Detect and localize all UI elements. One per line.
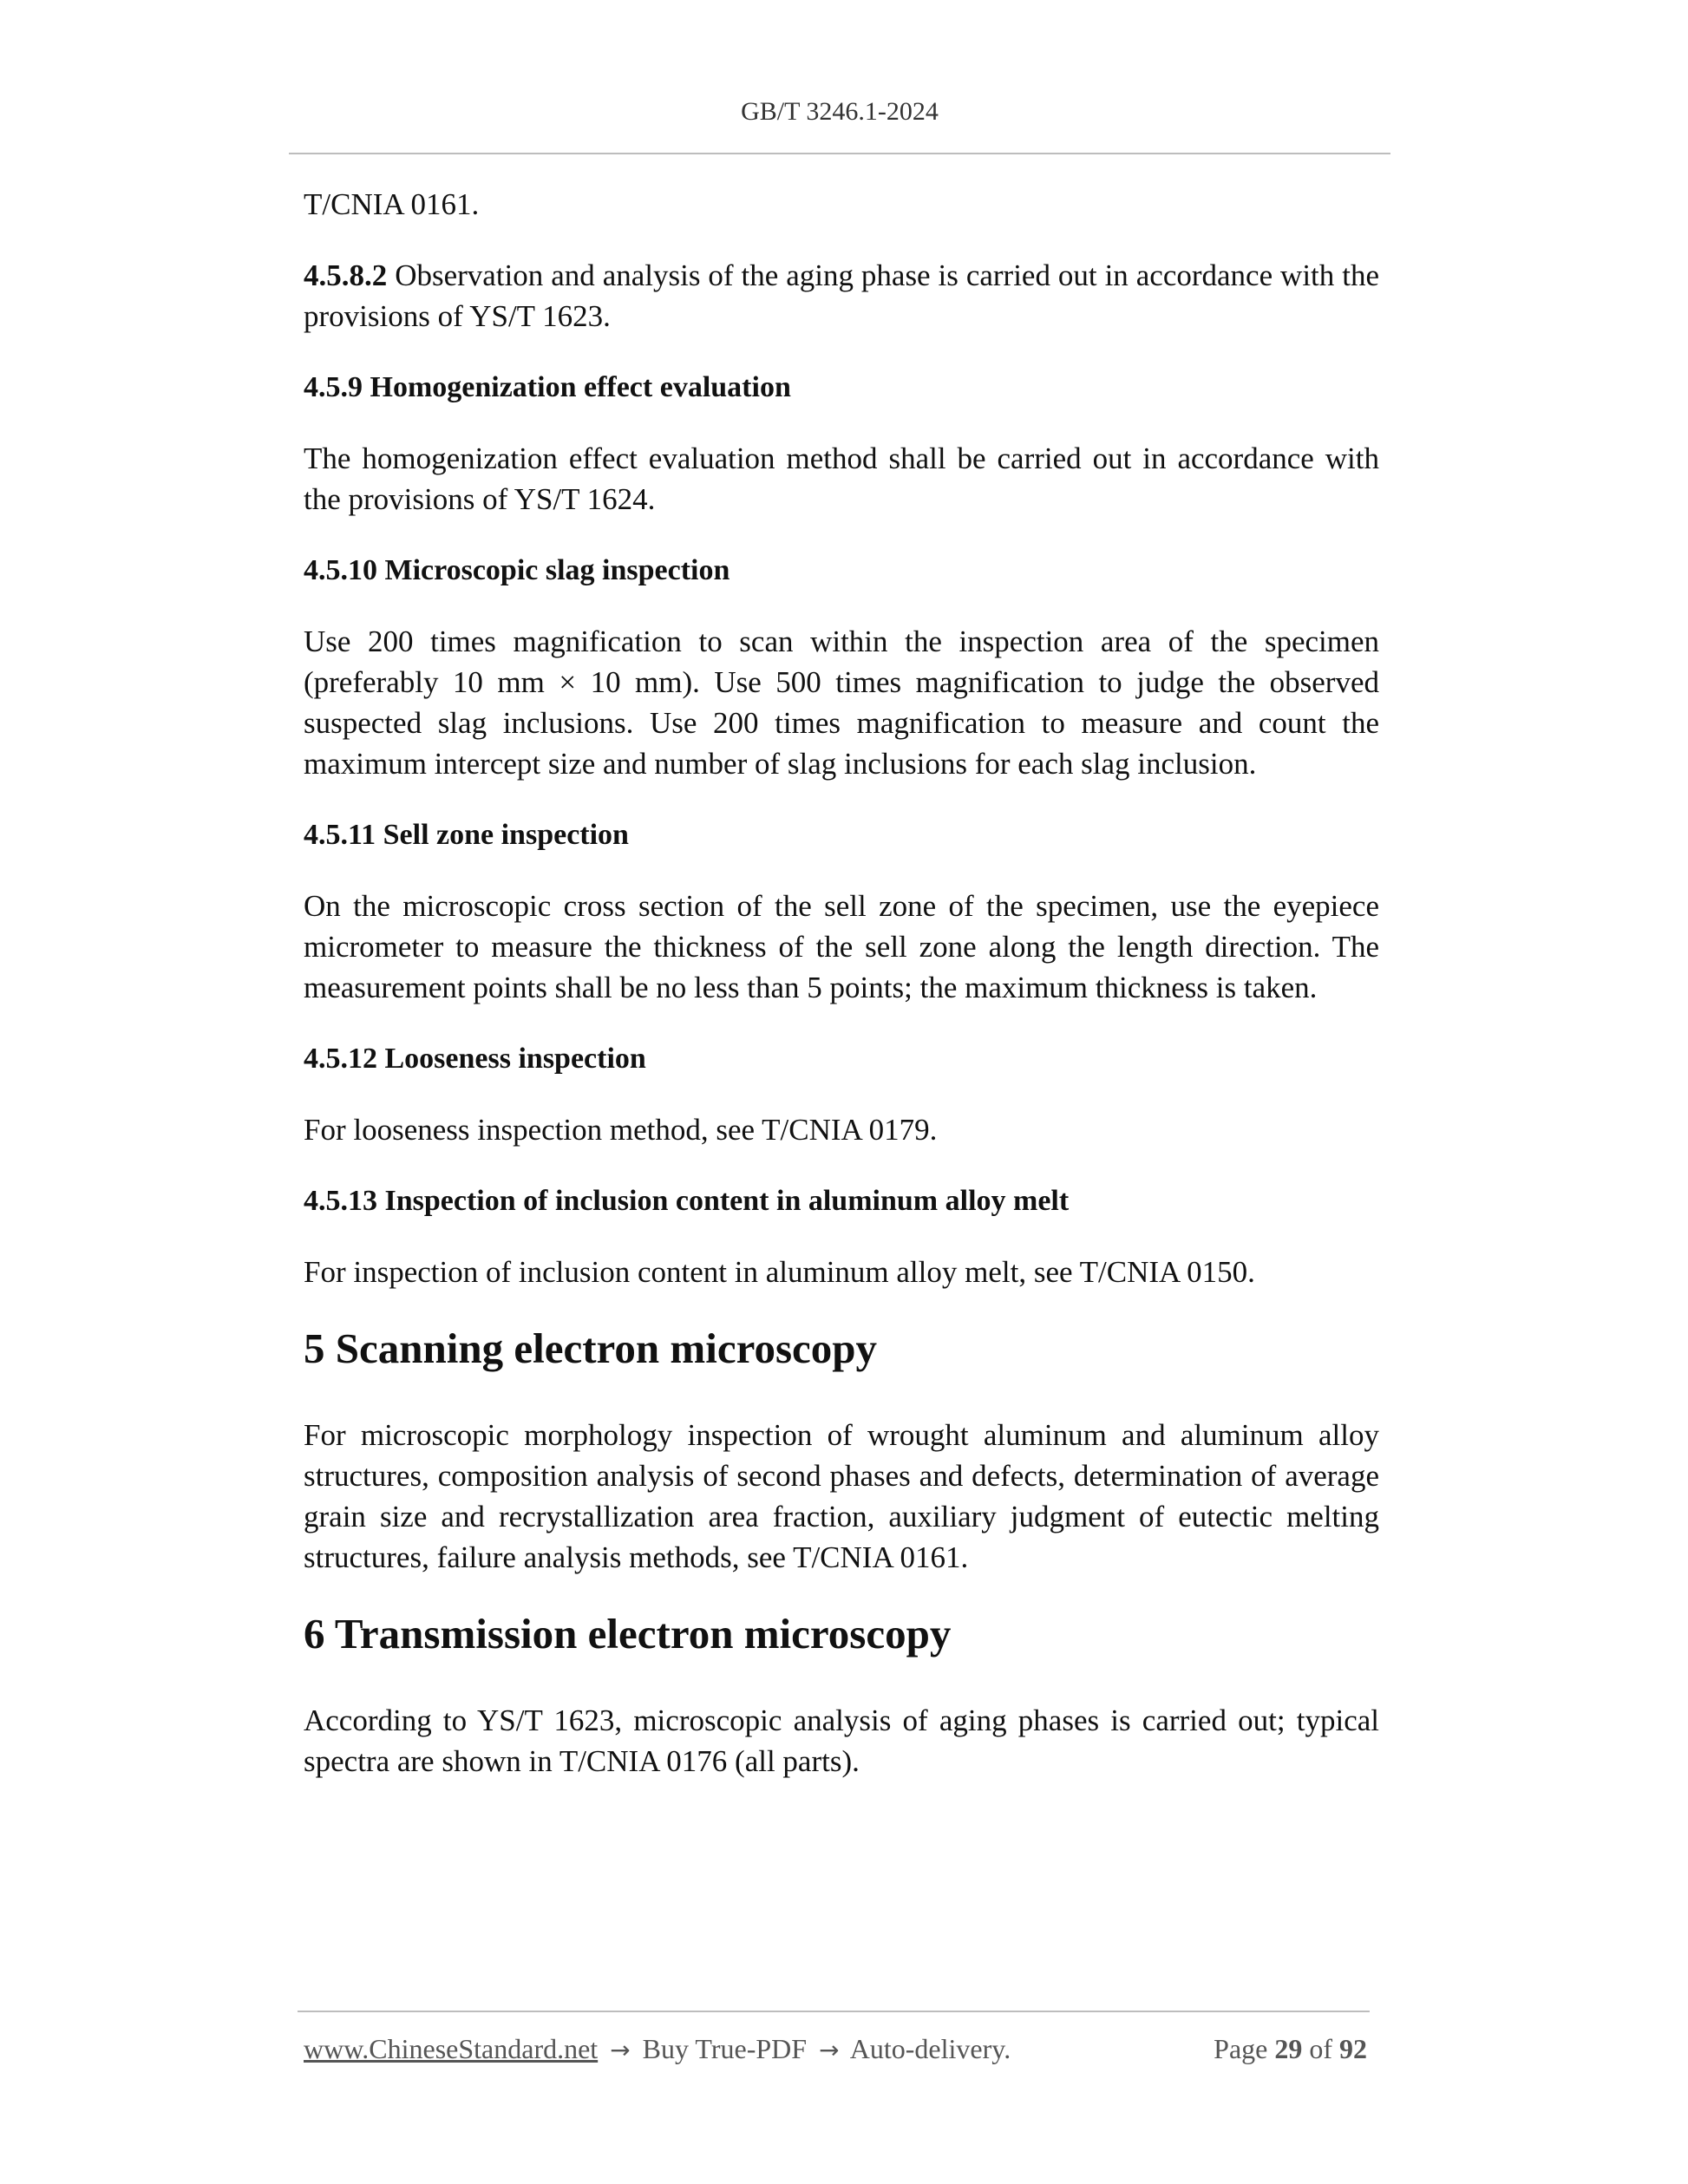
paragraph-4-5-10: Use 200 times magnification to scan within the inspection area of the specimen (preferably 10 mm × 10 mm). Use 500 times magnification to judge the observed suspected slag inclusions. Use 200 times magnification to measure and count the maximum intercept size and number of slag inclusions for each slag inclusion. (304, 624, 1379, 781)
heading-4-5-9: 4.5.9 Homogenization effect evaluation (304, 371, 791, 403)
paragraph-4-5-13: For inspection of inclusion content in aluminum alloy melt, see T/CNIA 0150. (304, 1255, 1255, 1289)
heading-section-5: 5 Scanning electron microscopy (304, 1324, 878, 1372)
site-link[interactable]: www.ChineseStandard.net (304, 2033, 599, 2064)
clause-4-5-8-2 (304, 255, 1379, 337)
of-label: of (1309, 2033, 1332, 2064)
page-indicator (1214, 2033, 1367, 2065)
paragraph-section-6: According to YS/T 1623, microscopic analysis of aging phases is carried out; typical spectra are shown in T/CNIA 0176 (all parts). (304, 1703, 1379, 1778)
footer-divider (298, 2011, 1370, 2012)
paragraph-4-5-12: For looseness inspection method, see T/CNIA 0179. (304, 1113, 938, 1147)
heading-4-5-13: 4.5.13 Inspection of inclusion content in aluminum alloy melt (304, 1185, 1070, 1217)
footer-promo (304, 2033, 1011, 2065)
delivery-text: Auto-delivery. (849, 2033, 1011, 2064)
paragraph-4-5-9: The homogenization effect evaluation method shall be carried out in accordance with the provisions of YS/T 1624. (304, 441, 1379, 516)
clause-text: Observation and analysis of the aging phase is carried out in accordance with the provisions of YS/T 1623. (304, 258, 1379, 333)
buy-text: Buy True-PDF (642, 2033, 808, 2064)
page-label: Page (1214, 2033, 1268, 2064)
arrow-right-icon: → (819, 2036, 840, 2064)
paragraph-4-5-11: On the microscopic cross section of the sell zone of the specimen, use the eyepiece micrometer to measure the thickness of the sell zone along the length direction. The measurement points shall be no less than 5 points; the maximum thickness is taken. (304, 889, 1379, 1004)
current-page-number: 29 (1274, 2033, 1303, 2064)
page-header: GB/T 3246.1-2024 (741, 97, 939, 126)
heading-4-5-12: 4.5.12 Looseness inspection (304, 1043, 646, 1075)
heading-section-6: 6 Transmission electron microscopy (304, 1610, 952, 1658)
heading-4-5-10: 4.5.10 Microscopic slag inspection (304, 554, 730, 586)
arrow-right-icon: → (610, 2036, 631, 2064)
clause-number: 4.5.8.2 (304, 258, 388, 292)
document-body (304, 184, 1379, 1812)
paragraph-section-5: For microscopic morphology inspection of wrought aluminum and aluminum alloy structures, composition analysis of second phases and defects, determination of average grain size and recrystallization area fraction, auxiliary judgment of eutectic melting structures, failure analysis methods, see T/CNIA 0161. (304, 1418, 1379, 1574)
paragraph-continuation: T/CNIA 0161. (304, 187, 480, 221)
header-divider (289, 153, 1390, 154)
heading-4-5-11: 4.5.11 Sell zone inspection (304, 819, 629, 851)
total-page-number: 92 (1339, 2033, 1367, 2064)
